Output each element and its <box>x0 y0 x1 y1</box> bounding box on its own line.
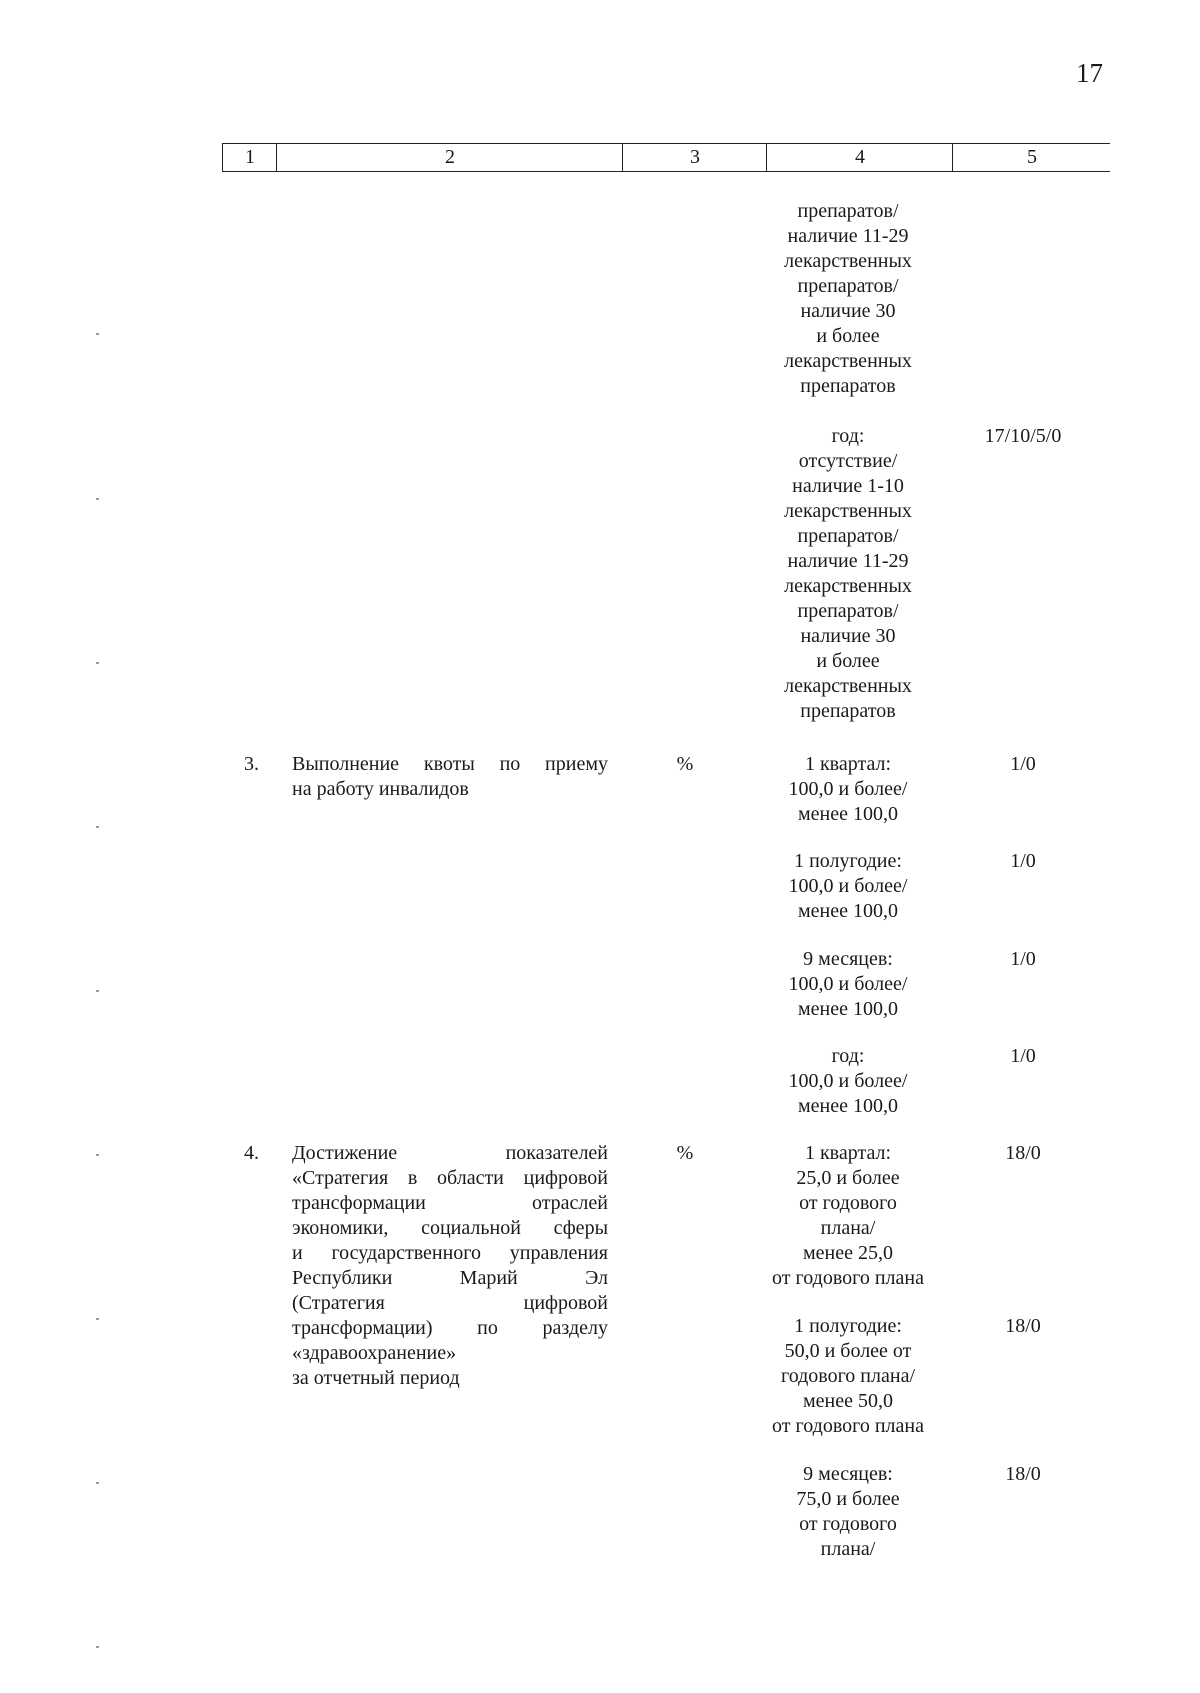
row-4-indicator-line: и государственного управления <box>292 1242 608 1264</box>
scan-speck <box>96 1646 99 1648</box>
criteria-line: менее 25,0 <box>803 1242 893 1264</box>
criteria-line: 1 квартал: <box>804 1142 892 1164</box>
criteria-line: лекарственных <box>784 500 912 522</box>
criteria-line: от годового <box>799 1192 897 1214</box>
scan-speck <box>96 1318 99 1320</box>
criteria-line: менее 50,0 <box>803 1390 893 1412</box>
page-number: 17 <box>1076 58 1103 88</box>
criteria-line: 1 полугодие: <box>794 1315 902 1337</box>
row-4-indicator-line: «здравоохранение» <box>292 1342 457 1364</box>
row-3-indicator <box>292 752 608 802</box>
row-3-number: 3. <box>244 753 259 775</box>
row-3-indicator-line: Выполнение квоты по приему <box>292 753 608 775</box>
scan-speck <box>96 498 99 500</box>
criteria-line: плана/ <box>820 1538 876 1560</box>
row-4-period-3 <box>748 1462 948 1562</box>
row-3-period-2 <box>748 849 948 924</box>
row-3-period-1 <box>748 752 948 827</box>
criteria-line: менее 100,0 <box>798 1095 898 1117</box>
criteria-line: препаратов <box>800 700 896 722</box>
row-4-indicator-line: Республики Марий Эл <box>292 1267 608 1289</box>
criteria-line: 100,0 и более/ <box>788 778 908 800</box>
criteria-line: лекарственных <box>784 675 912 697</box>
criteria-line: 1 квартал: <box>804 753 892 775</box>
row-4-indicator-line: «Стратегия в области цифровой <box>292 1167 608 1189</box>
header-col-4: 4 <box>766 144 953 171</box>
header-col-5: 5 <box>952 144 1111 171</box>
row-4-indicator-line: (Стратегия цифровой <box>292 1292 608 1314</box>
criteria-line: 9 месяцев: <box>803 1463 893 1485</box>
criteria-line: от годового <box>799 1513 897 1535</box>
scan-speck <box>96 333 99 335</box>
row-4-score-2: 18/0 <box>1005 1315 1041 1337</box>
row-3-score-3: 1/0 <box>1010 948 1036 970</box>
criteria-line: лекарственных <box>784 250 912 272</box>
criteria-line: лекарственных <box>784 575 912 597</box>
row-4-score-1: 18/0 <box>1005 1142 1041 1164</box>
criteria-line: наличие 11-29 <box>787 225 909 247</box>
year-score: 17/10/5/0 <box>984 425 1062 447</box>
scan-speck <box>96 990 99 992</box>
criteria-line: менее 100,0 <box>798 998 898 1020</box>
row-4-number: 4. <box>244 1142 259 1164</box>
scan-speck <box>96 1482 99 1484</box>
row-4-indicator-line: Достижение показателей <box>292 1142 608 1164</box>
row-3-period-4 <box>748 1044 948 1119</box>
criteria-line: препаратов/ <box>797 525 899 547</box>
row-4-unit: % <box>676 1142 694 1164</box>
scan-speck <box>96 1154 99 1156</box>
criteria-line: препаратов <box>800 375 896 397</box>
criteria-line: наличие 1-10 <box>792 475 904 497</box>
row-3-score-1: 1/0 <box>1010 753 1036 775</box>
criteria-line: плана/ <box>820 1217 876 1239</box>
criteria-line: 50,0 и более от <box>784 1340 912 1362</box>
criteria-line: 100,0 и более/ <box>788 973 908 995</box>
criteria-line: лекарственных <box>784 350 912 372</box>
header-col-2: 2 <box>276 144 623 171</box>
criteria-line: препаратов/ <box>797 600 899 622</box>
criteria-line: препаратов/ <box>797 275 899 297</box>
row-4-period-2 <box>748 1314 948 1439</box>
criteria-line: 9 месяцев: <box>803 948 893 970</box>
criteria-line: и более <box>816 650 880 672</box>
row-4-score-3: 18/0 <box>1005 1463 1041 1485</box>
criteria-line: наличие 30 <box>800 300 896 322</box>
criteria-line: 1 полугодие: <box>794 850 902 872</box>
criteria-line: менее 100,0 <box>798 803 898 825</box>
criteria-line: наличие 30 <box>800 625 896 647</box>
criteria-line: 100,0 и более/ <box>788 875 908 897</box>
row-3-indicator-line: на работу инвалидов <box>292 778 469 800</box>
criteria-line: 25,0 и более <box>796 1167 900 1189</box>
criteria-line: отсутствие/ <box>798 450 898 472</box>
row-4-indicator-line: экономики, социальной сферы <box>292 1217 608 1239</box>
row-4-indicator-line: трансформации отраслей <box>292 1192 608 1214</box>
criteria-line: 100,0 и более/ <box>788 1070 908 1092</box>
header-col-3: 3 <box>622 144 767 171</box>
criteria-line: от годового плана <box>772 1267 924 1289</box>
row-4-indicator <box>292 1141 608 1391</box>
row-3-period-3 <box>748 947 948 1022</box>
scan-speck <box>96 826 99 828</box>
row-4-indicator-line: трансформации) по разделу <box>292 1317 608 1339</box>
table-header-row <box>222 143 1110 172</box>
criteria-line: 75,0 и более <box>796 1488 900 1510</box>
criteria-line: год: <box>831 425 865 447</box>
header-col-1: 1 <box>222 144 277 171</box>
criteria-line: годового плана/ <box>780 1365 915 1387</box>
criteria-line: менее 100,0 <box>798 900 898 922</box>
year-criteria <box>748 424 948 724</box>
row-3-score-4: 1/0 <box>1010 1045 1036 1067</box>
row-4-indicator-line: за отчетный период <box>292 1367 460 1389</box>
criteria-line: от годового плана <box>772 1415 924 1437</box>
continuation-criteria <box>748 199 948 399</box>
row-3-score-2: 1/0 <box>1010 850 1036 872</box>
criteria-line: препаратов/ <box>797 200 899 222</box>
scan-speck <box>96 662 99 664</box>
criteria-line: наличие 11-29 <box>787 550 909 572</box>
criteria-line: год: <box>831 1045 865 1067</box>
row-4-period-1 <box>748 1141 948 1291</box>
criteria-line: и более <box>816 325 880 347</box>
row-3-unit: % <box>676 753 694 775</box>
